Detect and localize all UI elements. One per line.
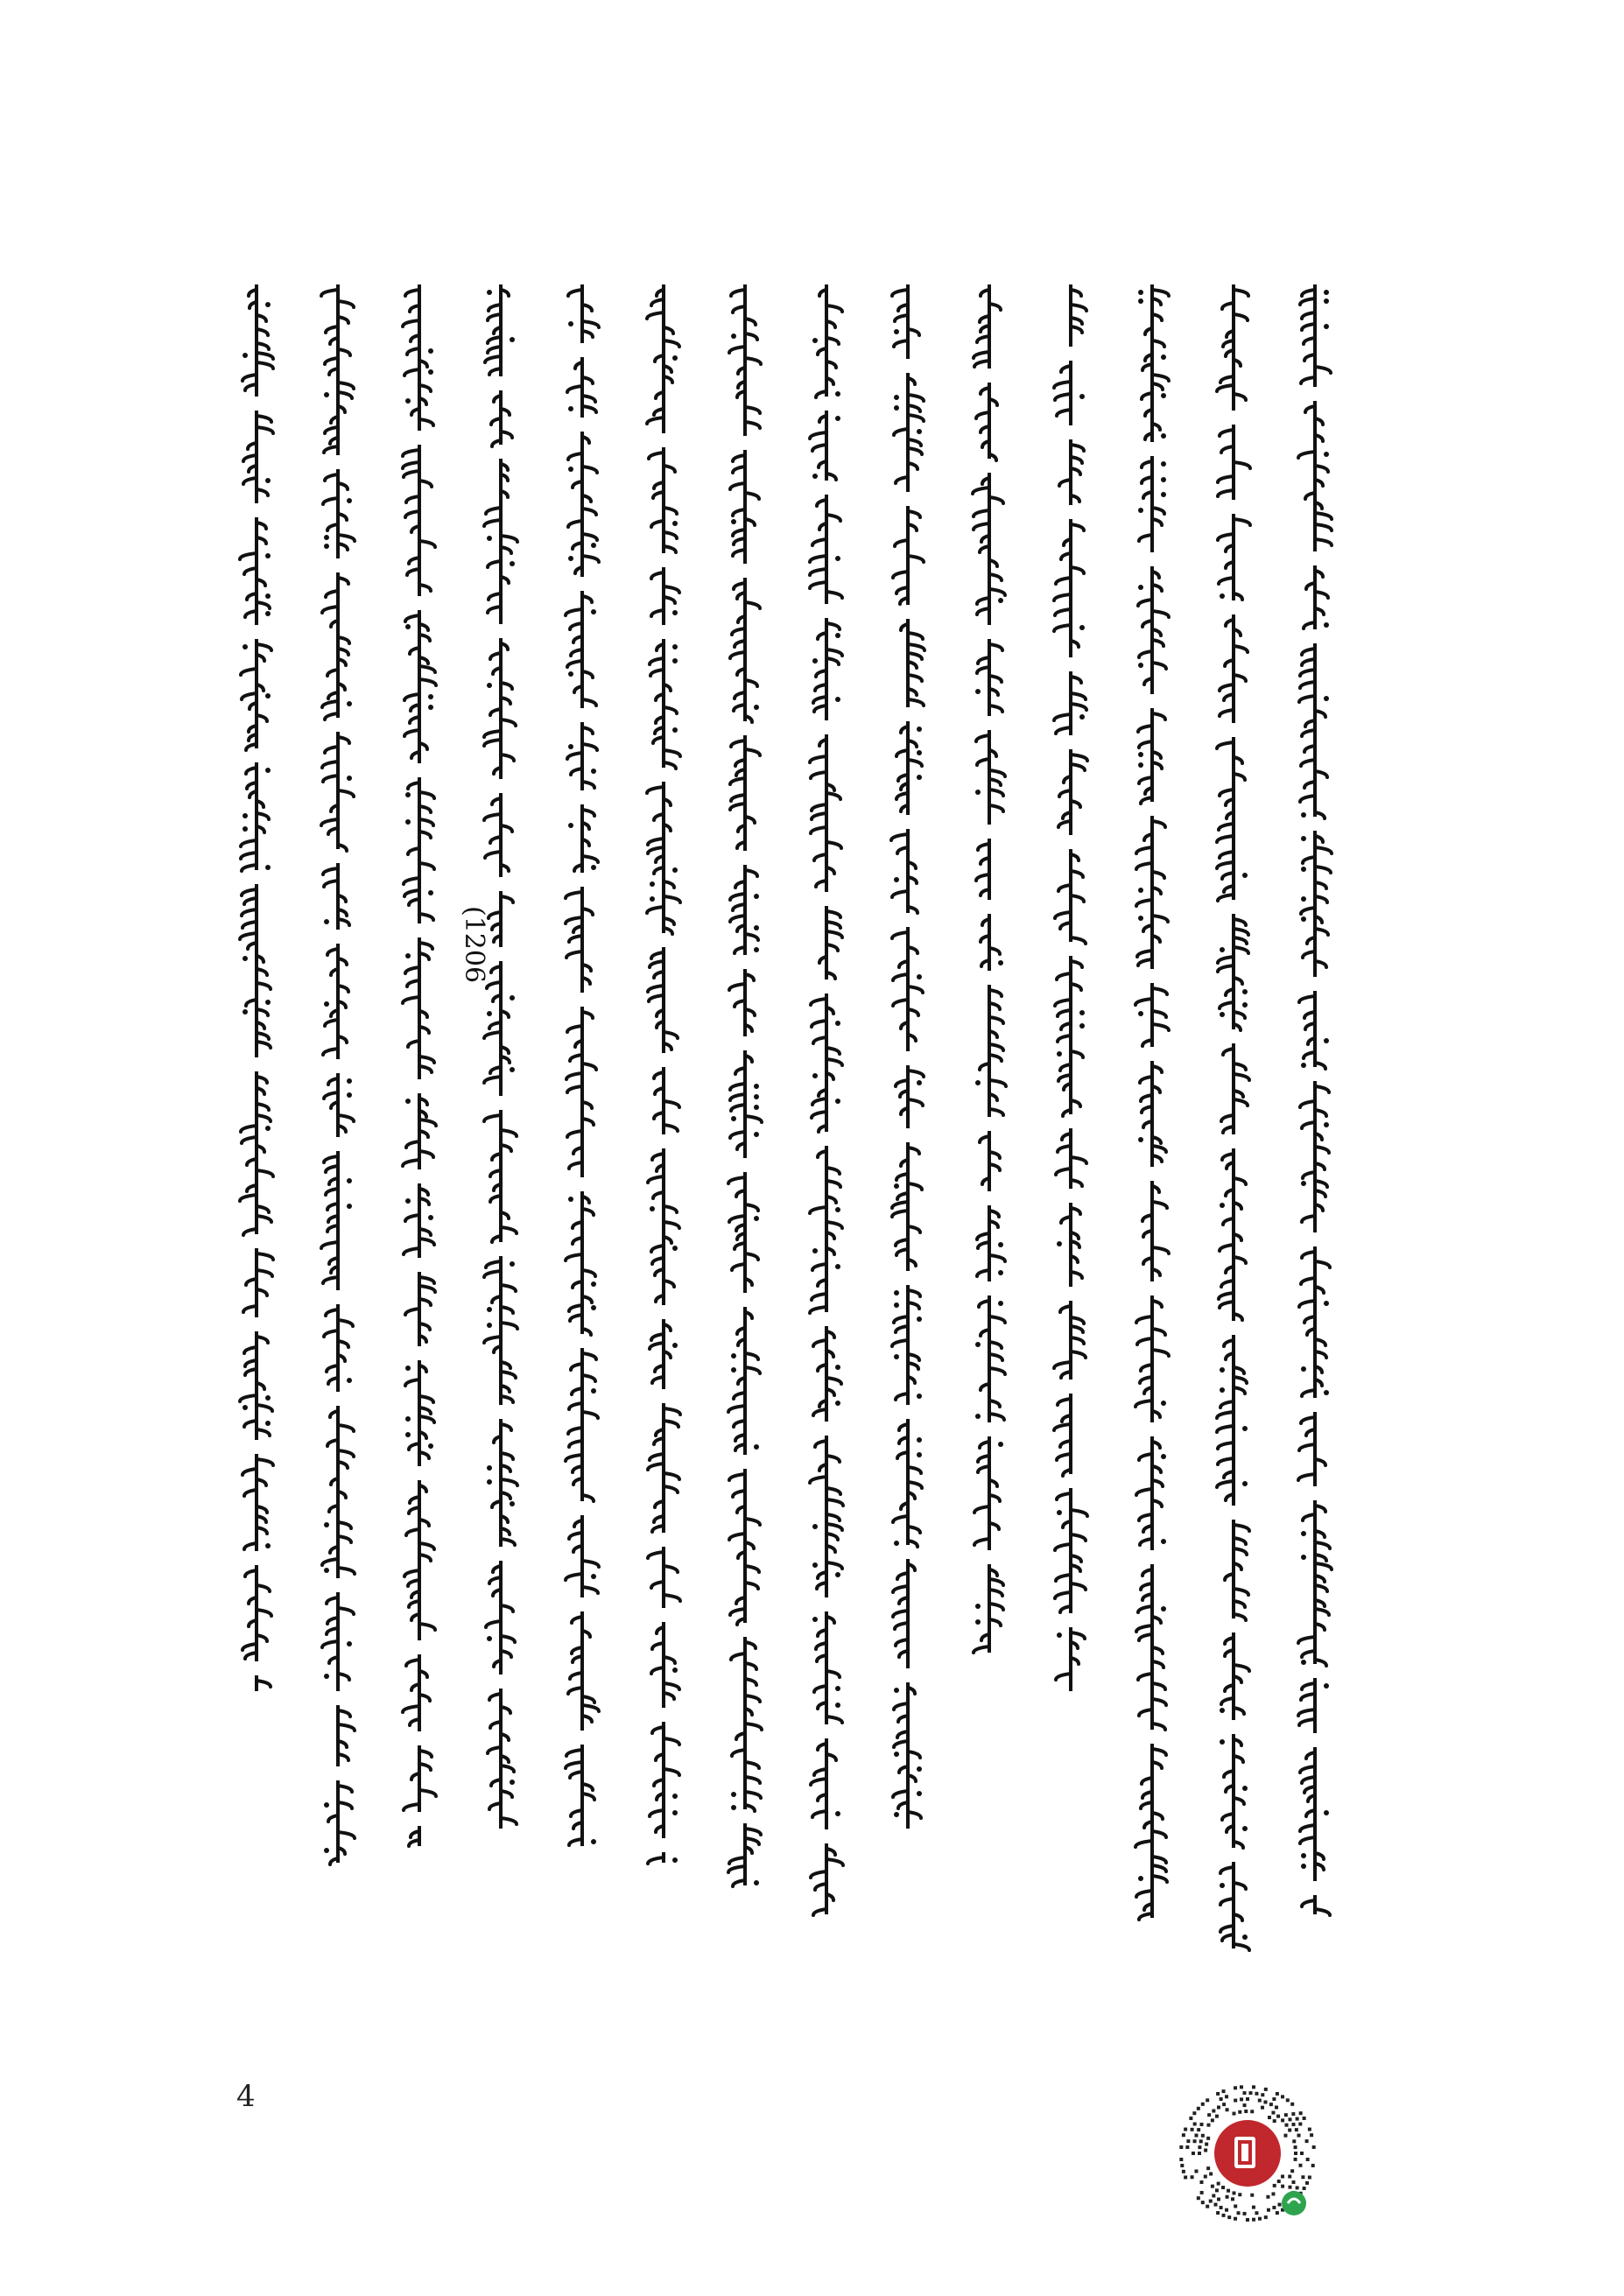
text-column [643, 284, 684, 2000]
year-number: (1206 [459, 906, 489, 984]
text-column [399, 284, 439, 2000]
text-column [1132, 284, 1172, 2000]
page-number: 4 [236, 2079, 256, 2114]
text-column [888, 284, 928, 2000]
wechat-mini-program-icon [1282, 2191, 1306, 2215]
text-column [725, 284, 765, 2000]
text-column [1213, 284, 1254, 2000]
text-column [1295, 284, 1335, 2000]
text-column [318, 284, 358, 2000]
text-column [481, 284, 521, 2000]
text-column [1051, 284, 1091, 2000]
text-column [236, 284, 277, 2000]
text-column [969, 284, 1009, 2000]
mini-program-code-icon[interactable] [1173, 2079, 1322, 2228]
text-column [806, 284, 847, 2000]
text-column [562, 284, 602, 2000]
